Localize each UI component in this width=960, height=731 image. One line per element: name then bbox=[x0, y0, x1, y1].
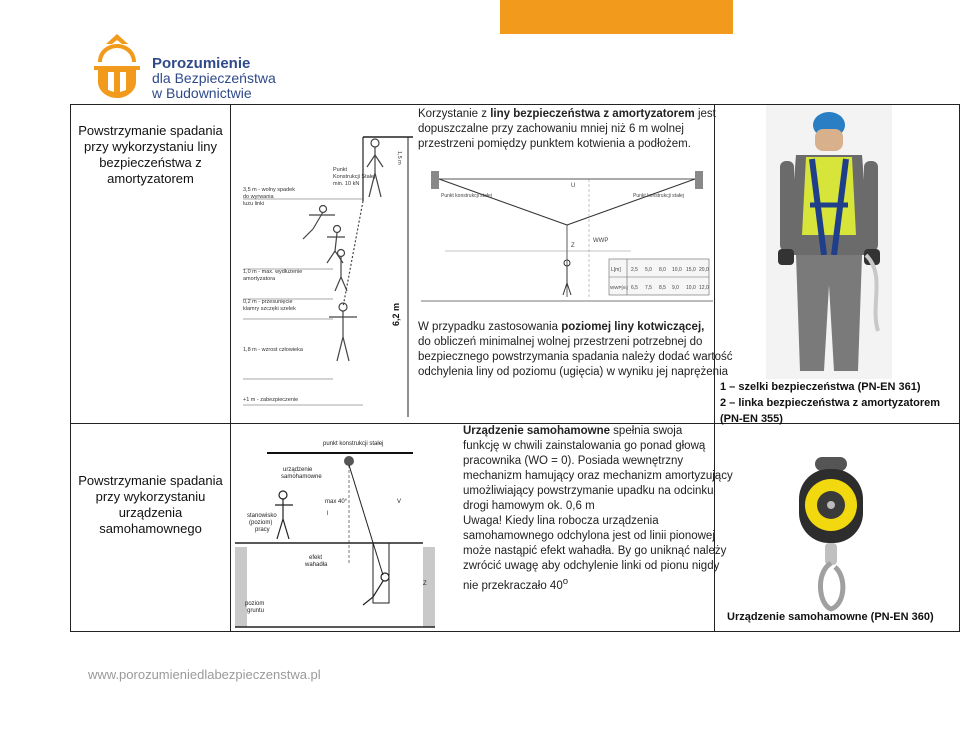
text: pracownika (WO = 0). Posiada wewnętrzny bbox=[463, 455, 684, 467]
platform-label-2: (poziom) bbox=[249, 520, 273, 526]
harness-label-2: klamry szczęki szelek bbox=[243, 306, 296, 312]
text: samohamownego odchylona jest od linii pionowej bbox=[463, 530, 715, 542]
anchor-right-label: Punkt konstrukcji stałej bbox=[633, 193, 684, 199]
text: może nastąpić efekt wahadła. By go uniknąć należy bbox=[463, 545, 727, 557]
text: dopuszczalne przy zachowaniu mniej niż 6 m wolnej bbox=[418, 123, 684, 135]
harness-label-1: 0,2 m - przesunięcie bbox=[243, 299, 293, 305]
absorber-label-1: 1,0 m - max. wydłużenie bbox=[243, 269, 303, 275]
text-bold: Urządzenie samohamowne bbox=[463, 425, 610, 437]
table-cell: 10,0 bbox=[686, 285, 696, 291]
self-retracting-device-photo bbox=[791, 455, 871, 615]
pendulum-label-2: wahadła bbox=[305, 562, 328, 568]
text-bold: poziomej liny kotwiczącej, bbox=[561, 321, 705, 333]
text: zwrócić uwagę aby odchylenie linki od pionu nigdy bbox=[463, 560, 720, 572]
anchor-left-label: Punkt konstrukcji stałej bbox=[441, 193, 492, 199]
absorber-label-2: amortyzatora bbox=[243, 276, 276, 282]
harness-caption bbox=[720, 379, 940, 427]
top-orange-bar bbox=[500, 0, 733, 34]
z-label: Z bbox=[571, 243, 575, 249]
text: nie przekraczało 40 bbox=[463, 579, 563, 592]
text: do obliczeń minimalnej wolnej przestrzeni potrzebnej do bbox=[418, 336, 703, 348]
row2-label-line: Powstrzymanie spadania bbox=[78, 473, 223, 488]
v-label: V bbox=[397, 499, 402, 505]
column-divider-1 bbox=[230, 105, 231, 631]
content-table bbox=[70, 104, 960, 632]
device-label-2: samohamowne bbox=[281, 474, 322, 480]
row1-label-line: amortyzatorem bbox=[107, 171, 194, 186]
table-cell: 20,0 bbox=[699, 267, 709, 273]
table-cell: 12,0 bbox=[699, 285, 709, 291]
text: W przypadku zastosowania bbox=[418, 321, 562, 333]
u-label: U bbox=[571, 183, 576, 189]
device-label-1: urządzenie bbox=[283, 467, 313, 473]
platform-label-3: pracy bbox=[255, 527, 270, 533]
harness-worker-photo bbox=[766, 105, 892, 379]
dim-top-label: 1,5 m bbox=[396, 151, 402, 165]
l-label: l bbox=[327, 511, 329, 517]
self-retracting-device-diagram bbox=[233, 435, 437, 631]
height-label: 1,8 m - wzrost człowieka bbox=[243, 347, 303, 353]
text: spełnia swoja bbox=[609, 425, 683, 437]
table-cell: 6,5 bbox=[631, 285, 638, 291]
logo-mark-icon bbox=[88, 32, 146, 100]
logo-line-3: w Budownictwie bbox=[152, 85, 252, 101]
table-header-l: L[m] bbox=[611, 267, 621, 273]
anchor-label-3: min. 10 kN bbox=[333, 181, 360, 187]
fall-clearance-diagram bbox=[243, 111, 413, 419]
row2-label bbox=[71, 473, 230, 537]
logo bbox=[88, 32, 278, 102]
row1-label-line: przy wykorzystaniu liny bbox=[84, 139, 217, 154]
table-cell: 8,0 bbox=[659, 267, 666, 273]
device-caption: Urządzenie samohamowne (PN-EN 360) bbox=[727, 611, 934, 623]
row2-label-line: przy wykorzystaniu urządzenia bbox=[95, 489, 206, 520]
degree-sup: o bbox=[562, 576, 569, 587]
text: mechanizm hamujący oraz mechanizm amortyzujący bbox=[463, 470, 733, 482]
logo-line-2: dla Bezpieczeństwa bbox=[152, 70, 276, 86]
text: umożliwiający powstrzymanie upadku na odcinku bbox=[463, 485, 714, 497]
table-cell: 5,0 bbox=[645, 267, 652, 273]
text: jest bbox=[694, 108, 716, 120]
pendulum-label-1: efekt bbox=[309, 555, 323, 561]
table-cell: 7,5 bbox=[645, 285, 652, 291]
ground-label-2: gruntu bbox=[247, 608, 265, 614]
z-label: Z bbox=[423, 581, 427, 587]
text: drogi hamowym ok. 0,6 m bbox=[463, 500, 595, 512]
row1-label bbox=[71, 123, 230, 187]
anchor-label-1: Punkt bbox=[333, 167, 348, 173]
caption-line: 1 – szelki bezpieczeństwa (PN-EN 361) bbox=[720, 381, 921, 393]
row2-text bbox=[463, 424, 733, 594]
caption-line: (PN-EN 355) bbox=[720, 413, 783, 425]
logo-text bbox=[152, 56, 276, 101]
ground-label-1: poziom bbox=[245, 601, 265, 607]
text: odchylenia liny od poziomu (ugięcia) w wyniku jej naprężenia bbox=[418, 366, 729, 378]
text: bezpiecznego powstrzymania spadania należy dodać wartość bbox=[418, 351, 733, 363]
caption-line: 2 – linka bezpieczeństwa z amortyzatorem bbox=[720, 397, 941, 409]
table-cell: 10,0 bbox=[672, 267, 682, 273]
text: Uwaga! Kiedy lina robocza urządzenia bbox=[463, 515, 659, 527]
row1-label-line: bezpieczeństwa z bbox=[99, 155, 202, 170]
fall-label-1: 3,5 m - wolny spadek bbox=[243, 187, 295, 193]
horizontal-lifeline-diagram bbox=[421, 167, 713, 312]
table-header-wwp: WWP[m] bbox=[610, 285, 628, 290]
logo-line-1: Porozumienie bbox=[152, 55, 251, 72]
text: przestrzeni pomiędzy punktem kotwienia a podłożem. bbox=[418, 138, 691, 150]
text: funkcję w chwili zainstalowania go ponad głową bbox=[463, 440, 706, 452]
anchor-label-2: Konstrukcji Stałej bbox=[333, 174, 376, 180]
fall-label-2: do wyrwania bbox=[243, 194, 274, 200]
text: Korzystanie z bbox=[418, 108, 491, 120]
anchor-label: punkt konstrukcji stałej bbox=[323, 441, 384, 447]
table-cell: 2,5 bbox=[631, 267, 638, 273]
safety-label: +1 m - zabezpieczenie bbox=[243, 397, 299, 403]
table-cell: 15,0 bbox=[686, 267, 696, 273]
angle-label: max 40° bbox=[325, 499, 348, 505]
table-cell: 8,5 bbox=[659, 285, 666, 291]
row2-label-line: samohamownego bbox=[99, 521, 202, 536]
table-cell: 9,0 bbox=[672, 285, 679, 291]
wwp-label: WWP bbox=[593, 238, 609, 244]
fall-label-3: luzu linki bbox=[243, 201, 265, 207]
row1-text-1 bbox=[418, 107, 716, 152]
footer-url: www.porozumieniedlabezpieczenstwa.pl bbox=[88, 667, 321, 682]
dim-total-label: 6,2 m bbox=[391, 302, 401, 326]
row1-label-line: Powstrzymanie spadania bbox=[78, 123, 223, 138]
row1-text-2 bbox=[418, 320, 733, 380]
text-bold: liny bezpieczeństwa z amortyzatorem bbox=[490, 108, 695, 120]
platform-label-1: stanowisko bbox=[247, 513, 277, 519]
